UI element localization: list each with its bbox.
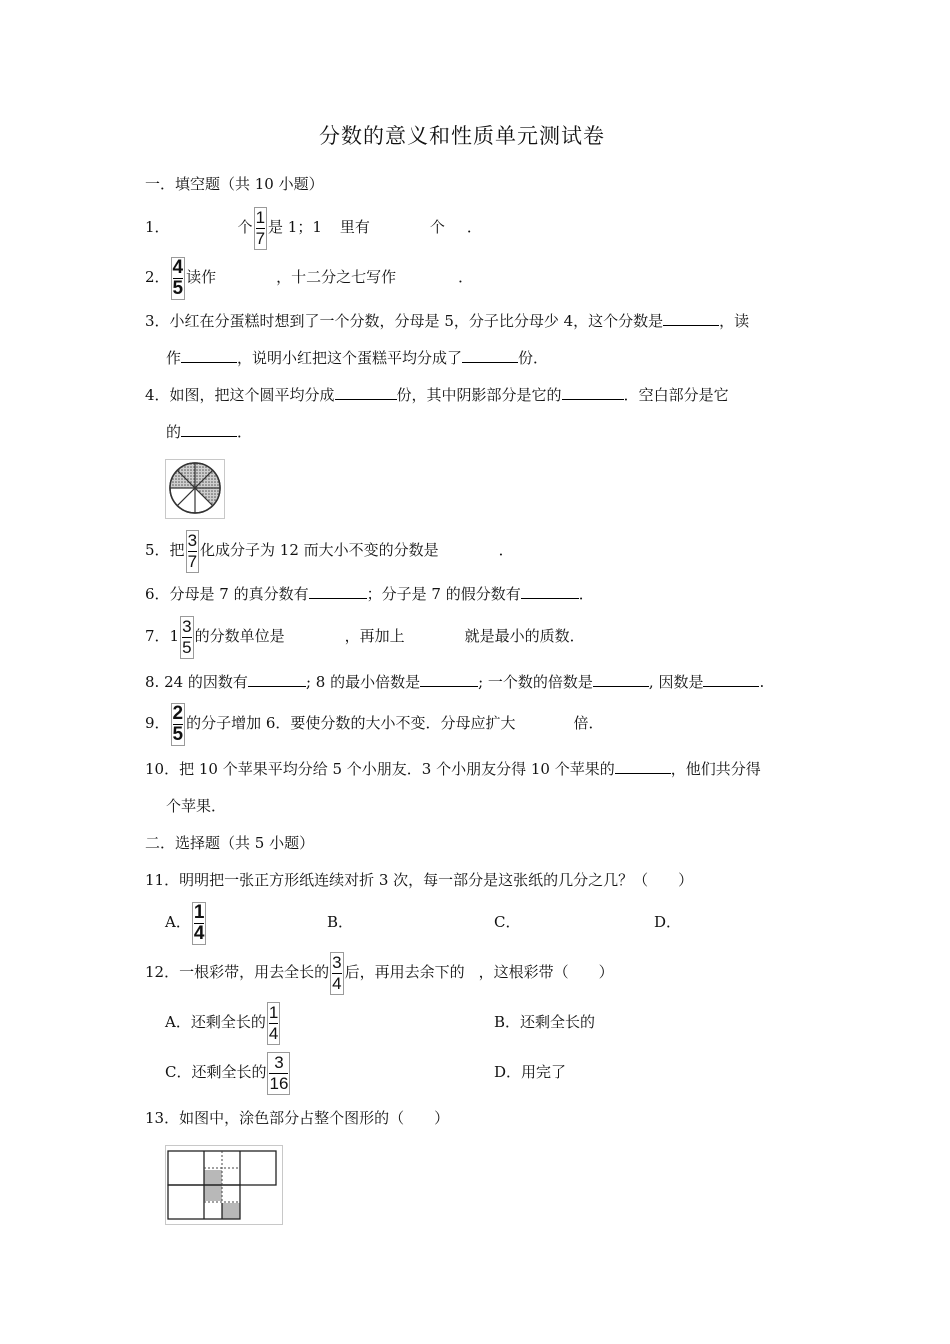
circle-divided-8-icon <box>165 459 225 519</box>
question-3-line-2: 作 ，说明小红把这个蛋糕平均分成了 份． <box>166 349 549 367</box>
page-title: 分数的意义和性质单元测试卷 <box>319 124 605 148</box>
answer-blank[interactable] <box>248 672 306 687</box>
q12-option-a[interactable]: A．还剩全长的 $\frac{1}{4}$ <box>165 1002 279 1043</box>
q11-option-c[interactable]: C． <box>494 913 521 931</box>
fraction-1-4: $\frac{1}{4}$ <box>193 901 205 944</box>
answer-blank[interactable] <box>593 672 649 687</box>
answer-blank[interactable] <box>420 672 478 687</box>
answer-blank[interactable] <box>562 385 624 400</box>
answer-blank[interactable] <box>335 385 397 400</box>
answer-blank[interactable] <box>663 311 719 326</box>
q12-option-d[interactable]: D．用完了 <box>494 1063 567 1081</box>
shaded-grid-figure <box>165 1145 283 1225</box>
q11-option-d[interactable]: D． <box>654 913 682 931</box>
fraction-3-7: $\frac{3}{7}$ <box>187 530 198 571</box>
question-7: 7．1 $\frac{3}{5}$ 的分数单位是 ，再加上 就是最小的质数． <box>145 616 585 657</box>
fraction-3-4: $\frac{3}{4}$ <box>332 952 342 993</box>
question-1: 1． 个 $\frac{1}{7}$ 是 1；1 里有 个 ． <box>145 207 482 248</box>
section-heading-fill-in: 一．填空题（共 10 小题） <box>145 175 324 193</box>
question-5: 5．把 $\frac{3}{7}$ 化成分子为 12 而大小不变的分数是 ． <box>145 530 514 571</box>
answer-blank[interactable] <box>521 584 579 599</box>
question-8: 8. 24 的因数有 ; 8 的最小倍数是 ; 一个数的倍数是 , 因数是 . <box>145 673 765 691</box>
question-11: 11．明明把一张正方形纸连续对折 3 次，每一部分是这张纸的几分之几？（ ） <box>145 871 694 889</box>
question-4-line-2: 的 ． <box>166 423 253 441</box>
fraction-2-5: $\frac{2}{5}$ <box>172 702 184 745</box>
answer-blank[interactable] <box>181 348 237 363</box>
question-13: 13．如图中，涂色部分占整个图形的（ ） <box>145 1109 450 1127</box>
question-9: 9． $\frac{2}{5}$ 的分子增加 6．要使分数的大小不变．分母应扩大 倍． <box>145 702 604 745</box>
answer-blank[interactable] <box>309 584 367 599</box>
fraction-1-7: $\frac{1}{7}$ <box>255 207 266 248</box>
fraction-3-16: $\frac{3}{16}$ <box>269 1052 289 1093</box>
answer-blank[interactable] <box>462 348 518 363</box>
answer-blank[interactable] <box>703 672 759 687</box>
question-12: 12．一根彩带，用去全长的 $\frac{3}{4}$ 后，再用去余下的 ，这根彩带（ ） <box>145 952 614 993</box>
section-heading-multiple-choice: 二．选择题（共 5 小题） <box>145 834 315 852</box>
q12-option-c[interactable]: C．还剩全长的 $\frac{3}{16}$ <box>165 1052 289 1093</box>
question-4-line-1: 4．如图，把这个圆平均分成 份，其中阴影部分是它的 ．空白部分是它 <box>145 386 729 404</box>
q12-option-b[interactable]: B．还剩全长的 <box>494 1013 596 1031</box>
answer-blank[interactable] <box>181 422 237 437</box>
q11-option-a[interactable]: A． $\frac{1}{4}$ <box>165 901 205 944</box>
fraction-3-5: $\frac{3}{5}$ <box>182 616 192 657</box>
question-10-line-2: 个苹果． <box>166 797 227 815</box>
question-2: 2． $\frac{4}{5}$ 读作 ，十二分之七写作 ． <box>145 256 474 299</box>
answer-blank[interactable] <box>615 759 671 774</box>
question-3-line-1: 3．小红在分蛋糕时想到了一个分数，分母是 5，分子比分母少 4，这个分数是 ，读 <box>145 312 750 330</box>
q11-option-b[interactable]: B． <box>327 913 354 931</box>
question-10-line-1: 10．把 10 个苹果平均分给 5 个小朋友．3 个小朋友分得 10 个苹果的 ，他们共分得 <box>145 760 761 778</box>
fraction-4-5: $\frac{4}{5}$ <box>172 256 184 299</box>
fraction-1-4: $\frac{1}{4}$ <box>268 1002 279 1043</box>
question-6: 6．分母是 7 的真分数有 ；分子是 7 的假分数有 ． <box>145 585 594 603</box>
